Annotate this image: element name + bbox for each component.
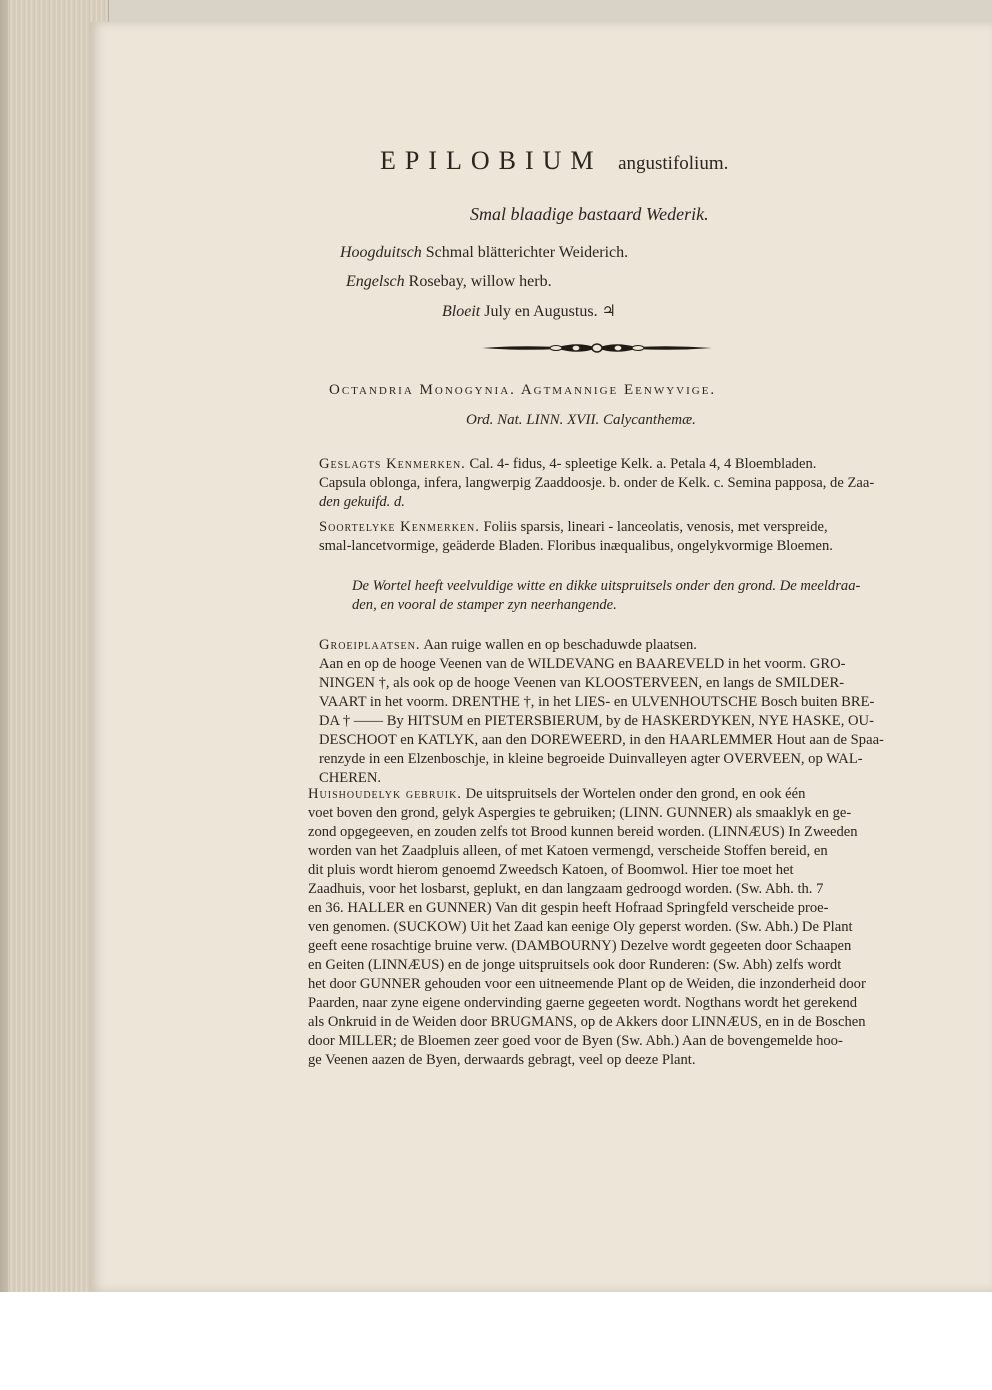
paragraph-line: De uitspruitsels der Wortelen onder den grond, en ook één: [461, 786, 806, 802]
section-heading: Geslagts Kenmerken.: [319, 456, 466, 472]
paragraph-line: geeft eene rosachtige bruine verw. (DAMBOURNY) Dezelve wordt gegeeten door Schaapen: [308, 938, 852, 954]
paragraph-line: en 36. HALLER en GUNNER) Van dit gespin heeft Hofraad Springfeld verscheide proe-: [308, 900, 829, 916]
name-text: Rosebay, willow herb.: [404, 273, 552, 290]
paragraph-line: DA † —— By HITSUM en PIETERSBIERUM, by de HASKERDYKEN, NYE HASKE, OU-: [319, 713, 874, 729]
paragraph-line: dit pluis wordt hierom genoemd Zweedsch Katoen, of Boomwol. Hier toe moet het: [308, 862, 794, 878]
paragraph-line: ven genomen. (SUCKOW) Uit het Zaad kan eenige Oly geperst worden. (Sw. Abh.) De Plant: [308, 919, 853, 935]
paragraph-line: NINGEN †, als ook op de hooge Veenen van KLOOSTERVEEN, en langs de SMILDER-: [319, 675, 845, 691]
paragraph-line: Paarden, naar zyne eigene ondervinding gaerne gegeeten wordt. Nogthans wordt het gerekend: [308, 995, 858, 1011]
household-use-paragraph: [308, 785, 866, 1070]
paragraph-line: De Wortel heeft veelvuldige witte en dikke uitspruitsels onder den grond. De meeldraa-: [352, 578, 861, 594]
section-heading: Groeiplaatsen.: [319, 637, 421, 653]
paragraph-line: Aan en op de hooge Veenen van de WILDEVANG en BAAREVELD in het voorm. GRO-: [319, 656, 846, 672]
paragraph-line: en Geiten (LINNÆUS) en de jonge uitspruitsels ook door Runderen: (Sw. Abh) zelfs wordt: [308, 957, 842, 973]
species-name: angustifolium.: [618, 153, 729, 174]
language-label: Hoogduitsch: [340, 244, 422, 261]
image-bottom-margin: [0, 1292, 992, 1390]
english-name-line: [346, 273, 552, 291]
flowering-label: Bloeit: [442, 303, 481, 320]
species-characters-paragraph: [319, 518, 833, 556]
language-label: Engelsch: [346, 273, 405, 290]
paragraph-line: worden van het Zaadpluis alleen, of met Katoen vermengd, verscheide Stoffen bereid, en: [308, 843, 828, 859]
paragraph-line: Foliis sparsis, lineari - lanceolatis, venosis, met verspreide,: [479, 519, 828, 535]
section-heading: Huishoudelyk gebruik.: [308, 786, 462, 802]
habitat-paragraph: [319, 636, 884, 788]
genus-characters-paragraph: [319, 455, 874, 512]
paragraph-line: DESCHOOT en KATLYK, aan den DOREWEERD, in den HAARLEMMER Hout aan de Spaa-: [319, 732, 884, 748]
paragraph-line: Zaadhuis, voor het losbarst, geplukt, en dan langzaam gedroogd worden. (Sw. Abh. th. 7: [308, 881, 824, 897]
genus-name: EPILOBIUM: [380, 146, 603, 175]
paragraph-line: Cal. 4- fidus, 4- spleetige Kelk. a. Petala 4, 4 Bloembladen.: [465, 456, 817, 472]
paragraph-line: het door GUNNER gehouden voor een uitneemende Plant op de Weiden, die inzonderheid door: [308, 976, 866, 992]
paragraph-line: den gekuifd. d.: [319, 494, 405, 510]
paragraph-line: Capsula oblonga, infera, langwerpig Zaaddoosje. b. onder de Kelk. c. Semina papposa, de Zaa-: [319, 475, 875, 491]
paragraph-line: VAART in het voorm. DRENTHE †, in het LIES- en ULVENHOUTSCHE Bosch buiten BRE-: [319, 694, 875, 710]
paragraph-line: voet boven den grond, gelyk Aspergies te gebruiken; (LINN. GUNNER) als smaaklyk en ge-: [308, 805, 852, 821]
page-title: [380, 146, 728, 176]
section-heading: Soortelyke Kenmerken.: [319, 519, 480, 535]
ornament-divider: [480, 339, 714, 357]
paragraph-line: smal-lancetvormige, geäderde Bladen. Floribus inæqualibus, ongelykvormige Bloemen.: [319, 538, 833, 554]
paragraph-line: ge Veenen aazen de Byen, derwaards gebragt, veel op deeze Plant.: [308, 1052, 696, 1068]
flowering-line: [442, 301, 616, 321]
paragraph-line: zond opgegeeven, en zouden zelfs tot Brood kunnen bereid worden. (LINNÆUS) In Zweeden: [308, 824, 858, 840]
name-text: Schmal blätterichter Weiderich.: [421, 244, 629, 261]
flowering-text: July en Augustus. ♃: [480, 303, 616, 320]
paragraph-line: den, en vooral de stamper zyn neerhangende.: [352, 597, 617, 613]
paragraph-line: CHEREN.: [319, 770, 382, 786]
root-note-paragraph: [352, 577, 860, 615]
paragraph-line: door MILLER; de Bloemen zeer goed voor de Byen (Sw. Abh.) Aan de bovengemelde hoo-: [308, 1033, 843, 1049]
paragraph-line: renzyde in een Elzenboschje, in kleine begroeide Duinvalleyen agter OVERVEEN, op WAL-: [319, 751, 863, 767]
german-name-line: [340, 244, 628, 262]
paragraph-line: Aan ruige wallen en op beschaduwde plaatsen.: [420, 637, 697, 653]
dutch-common-name: Smal blaadige bastaard Wederik.: [470, 204, 709, 224]
natural-order: Ord. Nat. LINN. XVII. Calycanthemæ.: [466, 412, 696, 428]
linnaean-class: Octandria Monogynia. Agtmannige Eenwyvige.: [329, 382, 717, 398]
paragraph-line: als Onkruid in de Weiden door BRUGMANS, op de Akkers door LINNÆUS, en in de Boschen: [308, 1014, 866, 1030]
